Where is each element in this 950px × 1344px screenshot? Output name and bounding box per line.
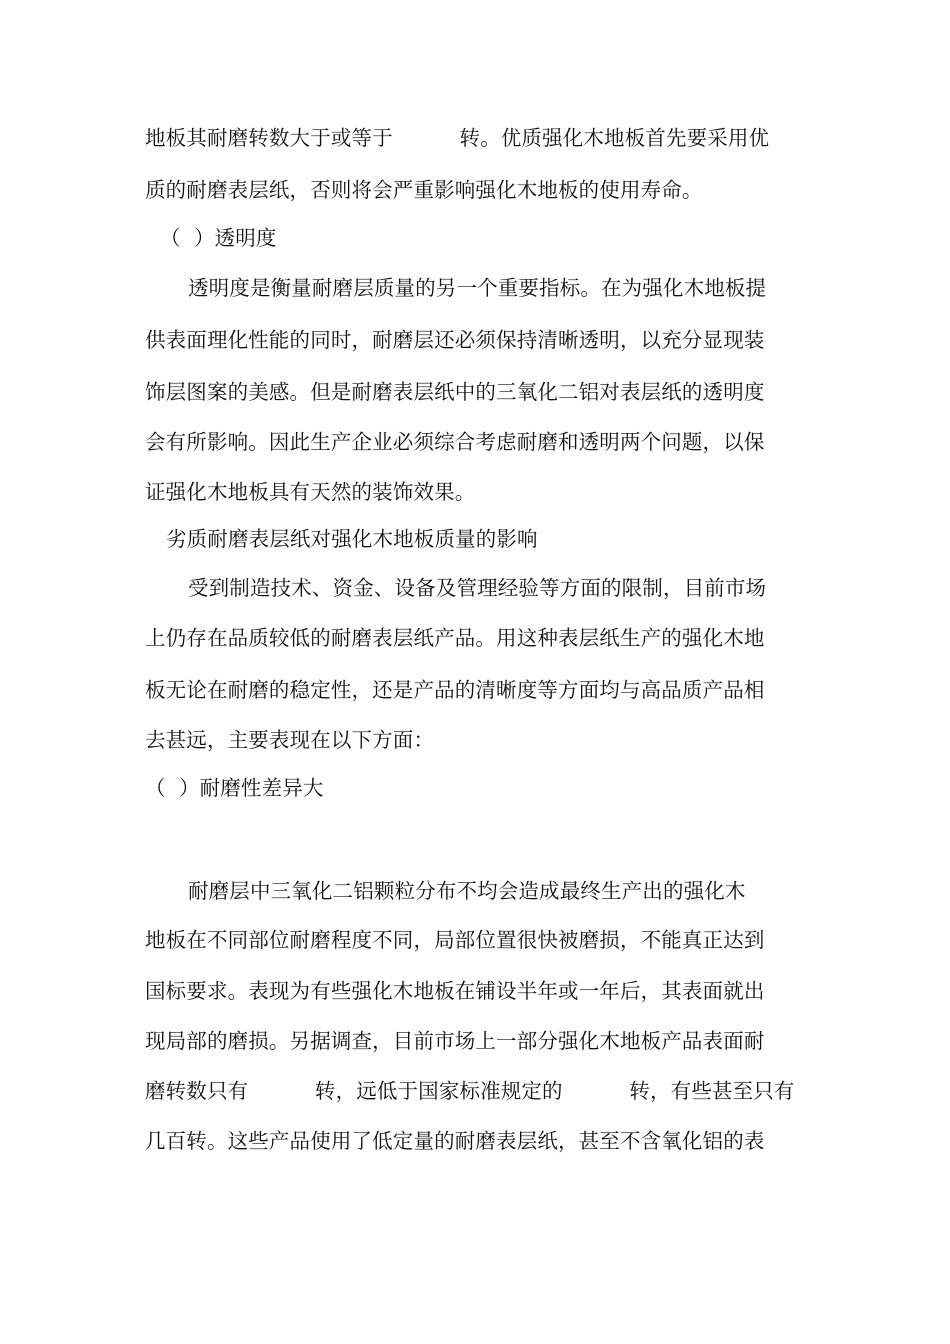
paragraph-line: 磨转数只有 转，远低于国家标准规定的 转，有些甚至只有 (145, 1079, 795, 1103)
paragraph-line: 去甚远，主要表现在以下方面： (145, 728, 435, 752)
paragraph-line: 几百转。这些产品使用了低定量的耐磨表层纸，甚至不含氧化铝的表 (145, 1129, 765, 1153)
paragraph-line: 透明度是衡量耐磨层质量的另一个重要指标。在为强化木地板提 (188, 276, 767, 300)
paragraph-line: 地板其耐磨转数大于或等于 转。优质强化木地板首先要采用优 (145, 126, 770, 150)
paragraph-line: 供表面理化性能的同时，耐磨层还必须保持清晰透明，以充分显现装 (145, 328, 765, 352)
section-heading-inferior-paper: 劣质耐磨表层纸对强化木地板质量的影响 (166, 527, 538, 551)
section-heading-transparency: （ ）透明度 (160, 226, 277, 250)
paragraph-line: 地板在不同部位耐磨程度不同，局部位置很快被磨损，不能真正达到 (145, 928, 765, 952)
paragraph-line: 耐磨层中三氧化二铝颗粒分布不均会造成最终生产出的强化木 (188, 879, 746, 903)
paragraph-line: 上仍存在品质较低的耐磨表层纸产品。用这种表层纸生产的强化木地 (145, 626, 765, 650)
paragraph-line: 质的耐磨表层纸，否则将会严重影响强化木地板的使用寿命。 (145, 178, 703, 202)
section-heading-wear-resistance: （ ）耐磨性差异大 (145, 776, 324, 800)
paragraph-line: 饰层图案的美感。但是耐磨表层纸中的三氧化二铝对表层纸的透明度 (145, 380, 765, 404)
paragraph-line: 现局部的磨损。另据调查，目前市场上一部分强化木地板产品表面耐 (145, 1029, 765, 1053)
paragraph-line: 国标要求。表现为有些强化木地板在铺设半年或一年后，其表面就出 (145, 979, 765, 1003)
paragraph-line: 板无论在耐磨的稳定性，还是产品的清晰度等方面均与高品质产品相 (145, 678, 765, 702)
paragraph-line: 证强化木地板具有天然的装饰效果。 (145, 480, 476, 504)
paragraph-line: 受到制造技术、资金、设备及管理经验等方面的限制，目前市场 (188, 576, 767, 600)
paragraph-line: 会有所影响。因此生产企业必须综合考虑耐磨和透明两个问题，以保 (145, 430, 765, 454)
